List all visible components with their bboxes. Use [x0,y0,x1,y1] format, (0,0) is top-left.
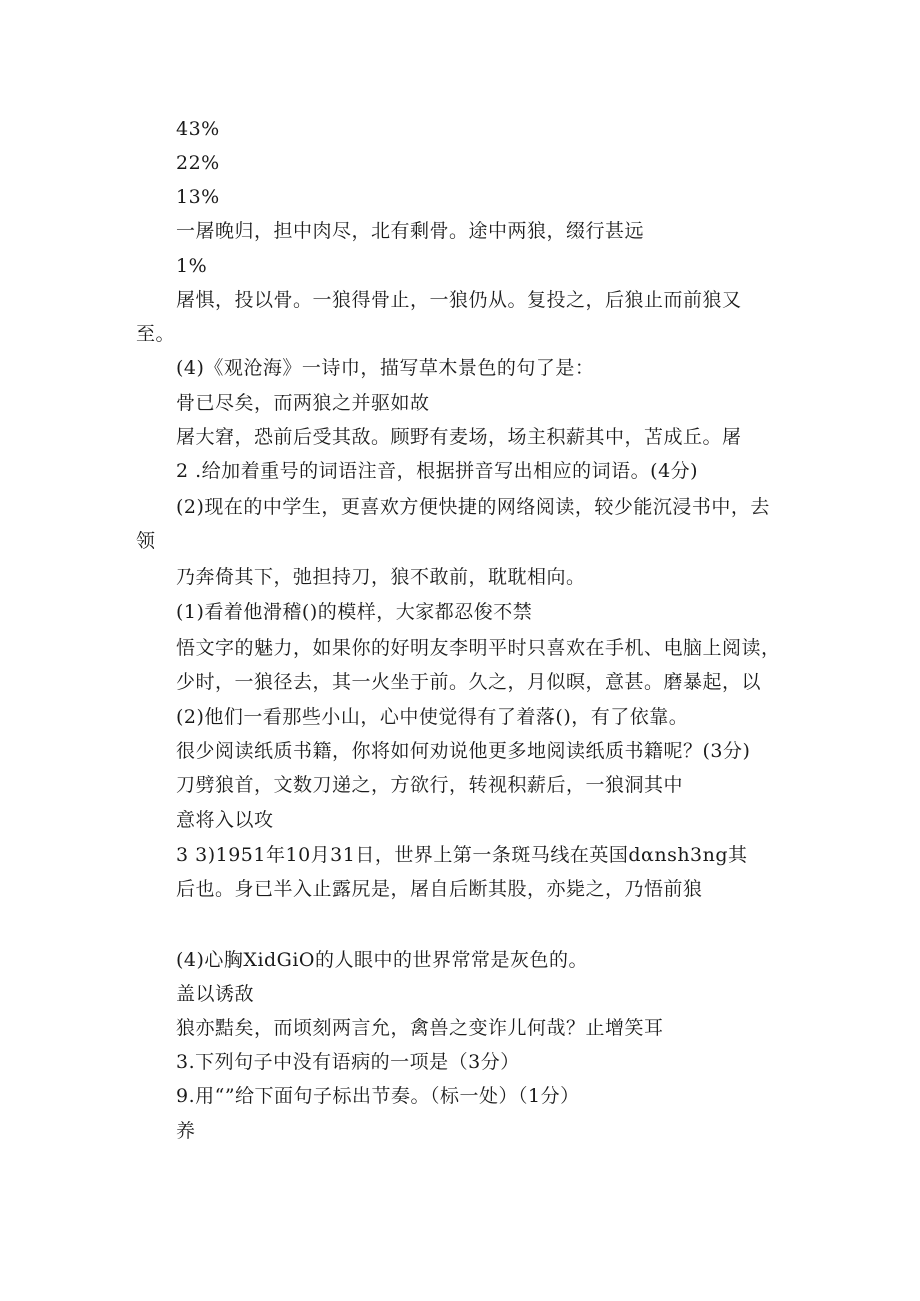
text-line: 屠惧，投以骨。一狼得骨止，一狼仍从。复投之，后狼止而前狼又 [176,289,742,311]
text-line: (1)看着他滑稽()的模样，大家都忍俊不禁 [176,601,533,623]
text-line: (2)他们一看那些小山，心中使觉得有了着落()，有了依靠。 [176,706,689,728]
text-line: 屠大窘，恐前后受其敌。顾野有麦场，场主积薪其中，苫成丘。屠 [176,426,742,448]
text-line: (4)《观沧海》一诗巾，描写草木景色的句了是： [176,357,595,379]
text-line: 很少阅读纸质书籍，你将如何劝说他更多地阅读纸质书籍呢？(3分) [176,740,751,762]
text-line: (4)心胸XidGiO的人眼中的世界常常是灰色的。 [176,949,589,971]
text-line: 少时，一狼径去，其一火坐于前。久之，月似暝，意甚。磨暴起，以 [176,671,762,693]
text-line: 一屠晚归，担中肉尽，北有剩骨。途中两狼，缀行甚远 [176,220,645,242]
text-line: 养 [176,1120,196,1142]
text-line: 2 .给加着重号的词语注音，根据拼音写出相应的词语。(4分) [176,460,699,482]
text-line: 意将入以攻 [176,809,274,831]
text-line: 后也。身已半入止露尻是，屠自后断其股，亦毙之，乃悟前狼 [176,878,703,900]
text-line: 盖以诱敌 [176,983,255,1005]
text-line: 43% [176,118,220,140]
text-line: 9.用“”给下面句子标出节奏。（标一处）（1分） [176,1085,580,1107]
text-line: 狼亦黠矣，而顷刻两言允，禽兽之变诈儿何哉？止增笑耳 [176,1017,664,1039]
text-line: 至。 [136,323,176,345]
text-line: 刀劈狼首，文数刀递之，方欲行，转视积薪后，一狼洞其中 [176,774,684,796]
text-line: 13% [176,186,220,208]
text-line: 1% [176,255,208,277]
text-line: 领 [136,530,156,552]
text-line: 悟文字的魅力，如果你的好明友李明平时只喜欢在手机、电脑上阅读， [176,637,781,659]
text-line: 22% [176,152,220,174]
text-line: 3.下列句子中没有语病的一项是（3分） [176,1051,520,1073]
text-line: 乃奔倚其下，弛担持刀，狼不敢前，耽耽相向。 [176,566,586,588]
text-line: (2)现在的中学生，更喜欢方便快捷的网络阅读，较少能沉浸书中，去 [176,496,770,518]
text-line: 骨已尽矣，而两狼之并驱如故 [176,392,430,414]
text-line: 3 3)1951年10月31日，世界上第一条斑马线在英国dαnsh3ng其 [176,844,748,866]
